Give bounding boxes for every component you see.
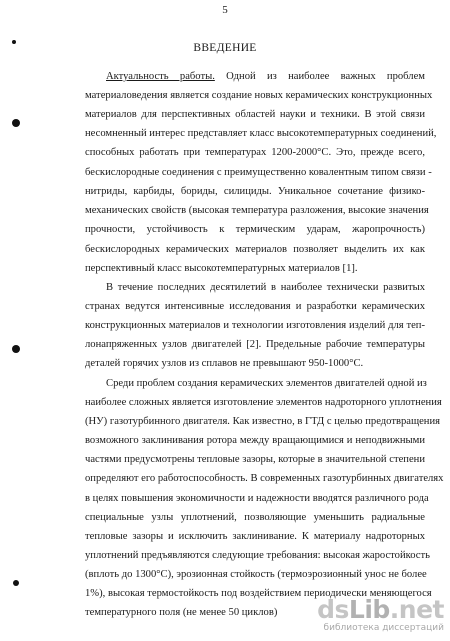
text-line: бескислородных керамических материалов позволяет выделить их как <box>85 244 425 255</box>
watermark <box>317 595 444 635</box>
binding-hole-dot <box>12 40 16 44</box>
text-line: прочности, устойчивость к термическим ударам, жаропрочность) <box>85 224 425 235</box>
text-line: тепловые зазоры и исключить заклинивание. К материалу надроторных <box>85 531 425 542</box>
text-line <box>106 70 425 84</box>
text-line: наиболее сложных является изготовление элементов надроторного уплотнения <box>85 397 442 408</box>
text-line: возможного заклинивания ротора между вращающимися и неподвижными <box>85 435 425 446</box>
text-line: деталей горячих узлов из сплавов не превышают 950-1000°С. <box>85 358 364 369</box>
text-line: конструкционных материалов и технологии изготовления изделий для теп- <box>85 320 425 331</box>
text-line: уплотнений предъявляются следующие требования: высокая жаростойкость <box>85 550 430 561</box>
text-line: механических свойств (высокая температура разложения, высокие значения <box>85 205 429 216</box>
text-line: (вплоть до 1300°С), эрозионная стойкость (термоэрозионный унос не более <box>85 569 427 580</box>
text-line: странах ведутся интенсивные исследования и разработки керамических <box>85 301 425 312</box>
watermark-logo-lib: Lib <box>348 595 390 624</box>
text-line: в целях повышения экономичности и надежности вводятся различного рода <box>85 493 429 504</box>
text-line: несомненный интерес представляет класс высокотемпературных соединений, <box>85 128 437 139</box>
text-line: специальные узлы уплотнений, позволяющие уменьшить радиальные <box>85 512 425 523</box>
text-line: определяют его работоспособность. В современных газотурбинных двигателях <box>85 473 444 484</box>
text-span: Одной из наиболее важных проблем <box>214 71 425 82</box>
text-line: частями предусмотрены тепловые зазоры, которые в значительной степени <box>85 454 425 465</box>
text-line: материаловедения является создание новых керамических конструкционных <box>85 90 433 101</box>
binding-hole-dot <box>12 345 20 353</box>
text-line: бескислородные соединения с преимущественно ковалентным типом связи - <box>85 167 432 178</box>
text-line: В течение последних десятилетий в наиболее технически развитых <box>106 282 425 293</box>
text-line: способных работать при температурах 1200-2000°С. Это, прежде всего, <box>85 147 425 158</box>
section-lead: Актуальность работы. <box>106 71 215 82</box>
binding-hole-dot <box>12 119 20 127</box>
text-line: (НУ) газотурбинного двигателя. Как известно, в ГТД с целью предотвращения <box>85 416 441 427</box>
text-line: лонапряженных узлов двигателей [2]. Предельные рабочие температуры <box>85 339 425 350</box>
text-line: материалов для перспективных областей науки и техники. В этой связи <box>85 109 425 120</box>
text-line: нитриды, карбиды, бориды, силициды. Уникальное сочетание физико- <box>85 186 425 197</box>
page-heading: ВВЕДЕНИЕ <box>193 42 257 54</box>
text-line: перспективный класс высокотемпературных материалов [1]. <box>85 263 358 274</box>
watermark-logo-ds: ds <box>317 595 349 624</box>
page-number: 5 <box>222 4 228 16</box>
binding-hole-dot <box>13 580 19 586</box>
watermark-subtitle: библиотека диссертаций <box>323 623 444 633</box>
text-line: 1%), высокая термостойкость под воздействием периодически меняющегося <box>85 588 432 599</box>
watermark-logo <box>317 597 444 623</box>
watermark-logo-net: .net <box>389 595 444 624</box>
text-line: Среди проблем создания керамических элементов двигателей одной из <box>106 378 427 389</box>
text-line: температурного поля (не менее 50 циклов) <box>85 607 278 618</box>
